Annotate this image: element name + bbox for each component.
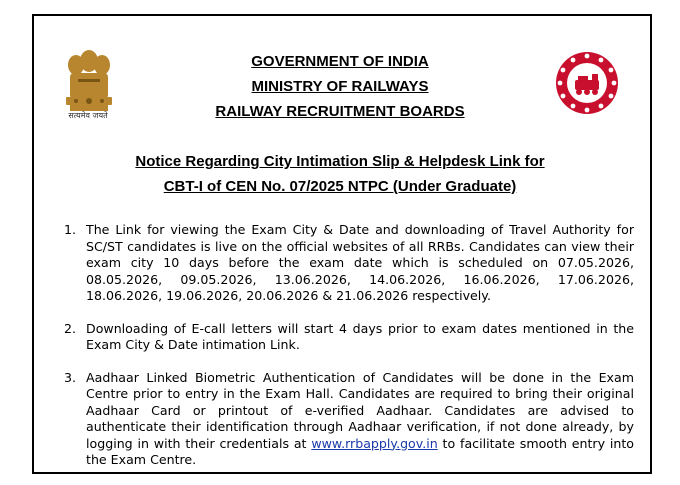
indian-railways-logo-icon [554,50,620,116]
item-text [86,370,634,469]
list-item [58,321,634,354]
header-recruitment-boards: RAILWAY RECRUITMENT BOARDS [215,103,465,120]
item-number: 2. [64,320,77,336]
item-text: The Link for viewing the Exam City & Date and downloading of Travel Authority for SC/ST candidates is live on the official websites of all RRBs. Candidates can view their exam city 10 days before the exam date which is scheduled on 07.05.2026, 08.05.2026, 09.05.2026, 13.06.2026, 14.06.2026, 16.06.2026, 17.06.2026, 18.06.2026, 19.06.2026, 20.06.2026 & 21.06.2026 respectively. [86,222,634,303]
list-item [58,370,634,469]
item-number: 1. [64,222,77,237]
item-text: Downloading of E-call letters will start 4 days prior to exam dates mentioned in the Exam City & Date intimation Link. [86,320,634,352]
header-government: GOVERNMENT OF INDIA [251,53,429,70]
notice-title-line2: CBT-I of CEN No. 07/2025 NTPC (Under Graduate) [163,178,517,195]
list-item [58,222,634,305]
emblem-motto: सत्यमेव जयते [68,111,108,120]
header-ministry: MINISTRY OF RAILWAYS [251,78,429,95]
rrbapply-link[interactable]: www.rrbapply.gov.in [311,435,438,451]
notice-title-line1: Notice Regarding City Intimation Slip & Helpdesk Link for [135,153,545,170]
notice-items [58,222,634,485]
item-text-before-link: Aadhaar Linked Biometric Authentication of Candidates will be done in the Exam Centre prior to entry in the Exam Hall. Candidates are required to bring their original Aadhaar Card or printout of e-verified Aadhaar. Candidates are advised to authenticate their identification through Aadhaar verification, if not done already, by logging in with their credentials at [86,369,634,451]
item-number: 3. [64,369,77,385]
item-text-after-link: to facilitate smooth entry into the Exam Centre. [86,435,634,467]
